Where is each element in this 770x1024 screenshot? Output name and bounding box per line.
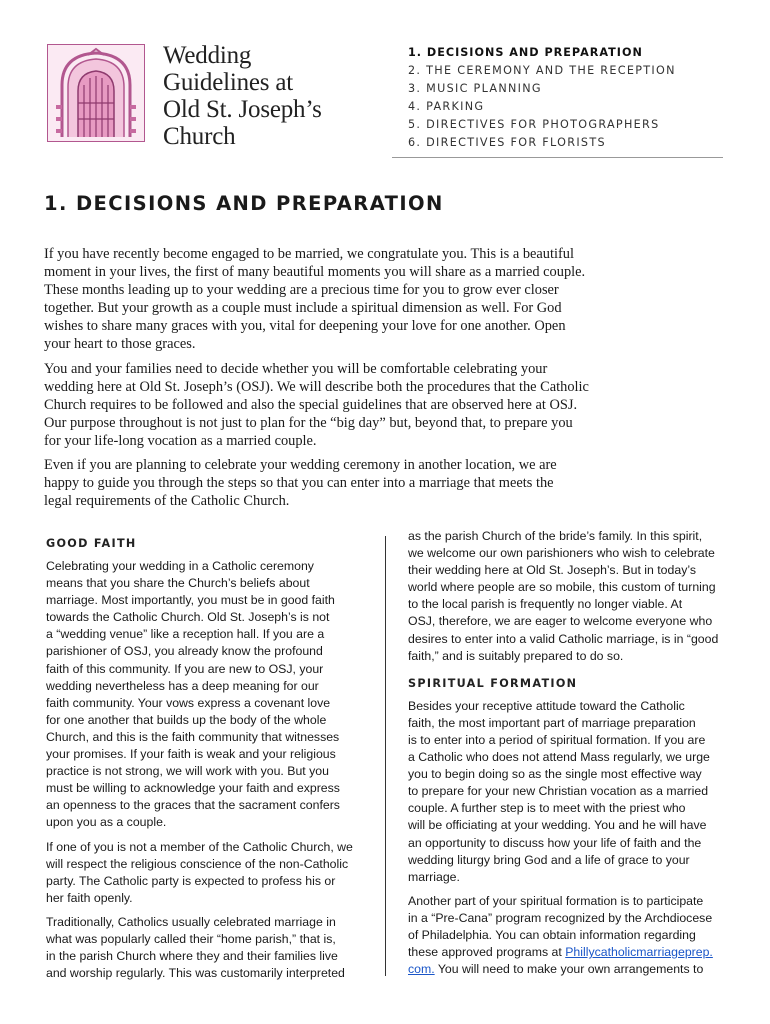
good-faith-heading: GOOD FAITH — [46, 537, 137, 550]
text-line: These months leading up to your wedding are a precious time for you to grow ever closer — [44, 282, 559, 299]
intro-paragraph — [44, 456, 744, 510]
text-line: their wedding here at Old St. Joseph’s. But in today’s — [408, 563, 697, 578]
text-line: as the parish Church of the bride’s family. In this spirit, — [408, 529, 703, 543]
text-line: means that you share the Church’s beliefs about — [46, 576, 310, 591]
toc-item-photographers[interactable]: 5. DIRECTIVES FOR PHOTOGRAPHERS — [408, 118, 660, 131]
text-line: Another part of your spiritual formation is to participate — [408, 893, 704, 908]
text-line: Church, and this is the faith community that witnesses — [46, 729, 340, 744]
title-line: Guidelines at — [163, 69, 294, 96]
text-line: Traditionally, Catholics usually celebrated marriage in — [46, 914, 336, 929]
left-column — [46, 535, 376, 989]
section-heading: 1. DECISIONS AND PREPARATION — [44, 192, 444, 215]
text-line: to prepare for your new Christian vocation as a married — [408, 784, 709, 799]
text-line: You and your families need to decide whether you will be comfortable celebrating your — [44, 360, 548, 377]
text-line: wedding liturgy bring God and a life of grace to your — [408, 852, 690, 867]
text-line: faith,” and is suitably prepared to do so. — [408, 648, 624, 663]
text-line: what was popularly called their “home parish,” that is, — [46, 931, 336, 946]
toc-item-music[interactable]: 3. MUSIC PLANNING — [408, 82, 542, 95]
text-line: an openness to the graces that the sacrament confers — [46, 798, 340, 813]
text-line: your heart to those graces. — [44, 336, 196, 353]
text-line: Celebrating your wedding in a Catholic ceremony — [46, 559, 314, 573]
text-line: your promises. If your faith is weak and your religious — [46, 747, 336, 762]
text-line: parishioner of OSJ, you already know the profound — [46, 644, 323, 659]
text-line: faith of this community. If you are new to OSJ, your — [46, 661, 324, 676]
text-line: faith community. Your vows express a covenant love — [46, 695, 331, 710]
body-paragraph — [408, 698, 738, 886]
text-line: party. The Catholic party is expected to profess his or — [46, 873, 336, 888]
text-line: practice is not strong, we will work with you. But you — [46, 764, 329, 779]
link-suffix: You will need to make your own arrangements to — [434, 962, 704, 977]
document-title — [163, 42, 322, 150]
header-divider — [392, 157, 723, 158]
title-line: Old St. Joseph’s — [163, 96, 322, 123]
body-paragraph — [408, 528, 738, 665]
text-line: we welcome our own parishioners who wish to celebrate — [408, 546, 715, 561]
intro-text — [44, 245, 744, 516]
text-line: in a “Pre-Cana” program recognized by the Archdiocese — [408, 910, 713, 925]
body-paragraph — [46, 839, 376, 907]
table-of-contents — [408, 44, 676, 152]
text-line: an opportunity to discuss how your life of faith and the — [408, 835, 702, 850]
pre-cana-link-continued[interactable]: com. — [408, 962, 435, 977]
text-line: Besides your receptive attitude toward the Catholic — [408, 698, 685, 713]
text-line: and worship regularly. This was customarily interpreted — [46, 966, 345, 981]
right-column — [408, 528, 738, 985]
text-line: towards the Catholic Church. Old St. Joseph’s is not — [46, 610, 330, 625]
toc-item-florists[interactable]: 6. DIRECTIVES FOR FLORISTS — [408, 136, 606, 149]
text-line: for your life-long vocation as a married couple. — [44, 432, 317, 449]
text-line: marriage. Most importantly, you must be in good faith — [46, 593, 335, 608]
text-line: If you have recently become engaged to be married, we congratulate you. This is a beautiful — [44, 246, 574, 262]
text-line: OSJ, therefore, we are eager to welcome everyone who — [408, 614, 713, 629]
church-doorway-icon — [47, 44, 145, 142]
text-line — [408, 961, 738, 978]
text-line: to the local parish is frequently no longer viable. At — [408, 597, 683, 612]
text-line: marriage. — [408, 869, 460, 884]
text-line: a Catholic who does not attend Mass regularly, we urge — [408, 750, 710, 765]
text-line: Church requires to be followed and also the special guidelines that are observed here at OSJ. — [44, 396, 578, 413]
text-line: Even if you are planning to celebrate your wedding ceremony in another location, we are — [44, 457, 557, 474]
text-line: Our purpose throughout is not just to plan for the “big day” but, beyond that, to prepare you — [44, 414, 573, 431]
text-line: desires to enter into a valid Catholic marriage, is in “good — [408, 631, 719, 646]
text-line: you to begin doing so as the single most effective way — [408, 767, 702, 782]
body-paragraph — [46, 558, 376, 832]
text-line: will respect the religious conscience of the non-Catholic — [46, 856, 349, 871]
body-paragraph — [408, 893, 738, 978]
text-line: wedding here at Old St. Joseph’s (OSJ). We will describe both the procedures that the Catholic — [44, 378, 589, 395]
text-line: is to enter into a period of spiritual formation. If you are — [408, 732, 706, 747]
text-line: couple. A further step is to meet with the priest who — [408, 801, 686, 816]
text-line: faith, the most important part of marriage preparation — [408, 715, 696, 730]
text-line: her faith openly. — [46, 890, 133, 905]
spiritual-formation-heading: SPIRITUAL FORMATION — [408, 676, 578, 690]
text-line: legal requirements of the Catholic Church. — [44, 493, 290, 510]
text-line: must be willing to acknowledge your faith and express — [46, 781, 340, 796]
text-line: together. But your growth as a couple must include a spiritual dimension as well. For God — [44, 300, 562, 317]
intro-paragraph — [44, 245, 744, 354]
body-paragraph — [46, 914, 376, 982]
text-line: wishes to share many graces with you, vital for deepening your love for one another. Open — [44, 318, 566, 335]
title-line: Church — [163, 123, 236, 150]
text-line: moment in your lives, the first of many beautiful moments you will share as a married couple. — [44, 264, 586, 281]
text-line: will be officiating at your wedding. You and he will have — [408, 818, 707, 833]
pre-cana-link[interactable]: Phillycatholicmarriageprep. — [565, 945, 713, 960]
link-prefix: these approved programs at — [408, 945, 566, 960]
text-line: If one of you is not a member of the Catholic Church, we — [46, 839, 353, 854]
text-line — [408, 944, 738, 961]
text-line: in the parish Church where they and their families live — [46, 949, 338, 964]
text-line: happy to guide you through the steps so that you can enter into a marriage that meets the — [44, 475, 554, 492]
text-line: world where people are so mobile, this custom of turning — [408, 580, 716, 595]
toc-item-ceremony[interactable]: 2. THE CEREMONY AND THE RECEPTION — [408, 64, 676, 77]
text-line: wedding nevertheless has a deep meaning for our — [46, 678, 319, 693]
toc-item-decisions[interactable]: 1. DECISIONS AND PREPARATION — [408, 46, 643, 59]
text-line: for one another that builds up the body of the whole — [46, 712, 327, 727]
title-line: Wedding — [163, 42, 252, 69]
column-divider — [385, 536, 386, 976]
toc-item-parking[interactable]: 4. PARKING — [408, 100, 485, 113]
text-line: a “wedding venue” like a reception hall. If you are a — [46, 627, 325, 642]
text-line: of Philadelphia. You can obtain information regarding — [408, 927, 696, 942]
text-line: upon you as a couple. — [46, 815, 167, 830]
intro-paragraph — [44, 360, 744, 450]
